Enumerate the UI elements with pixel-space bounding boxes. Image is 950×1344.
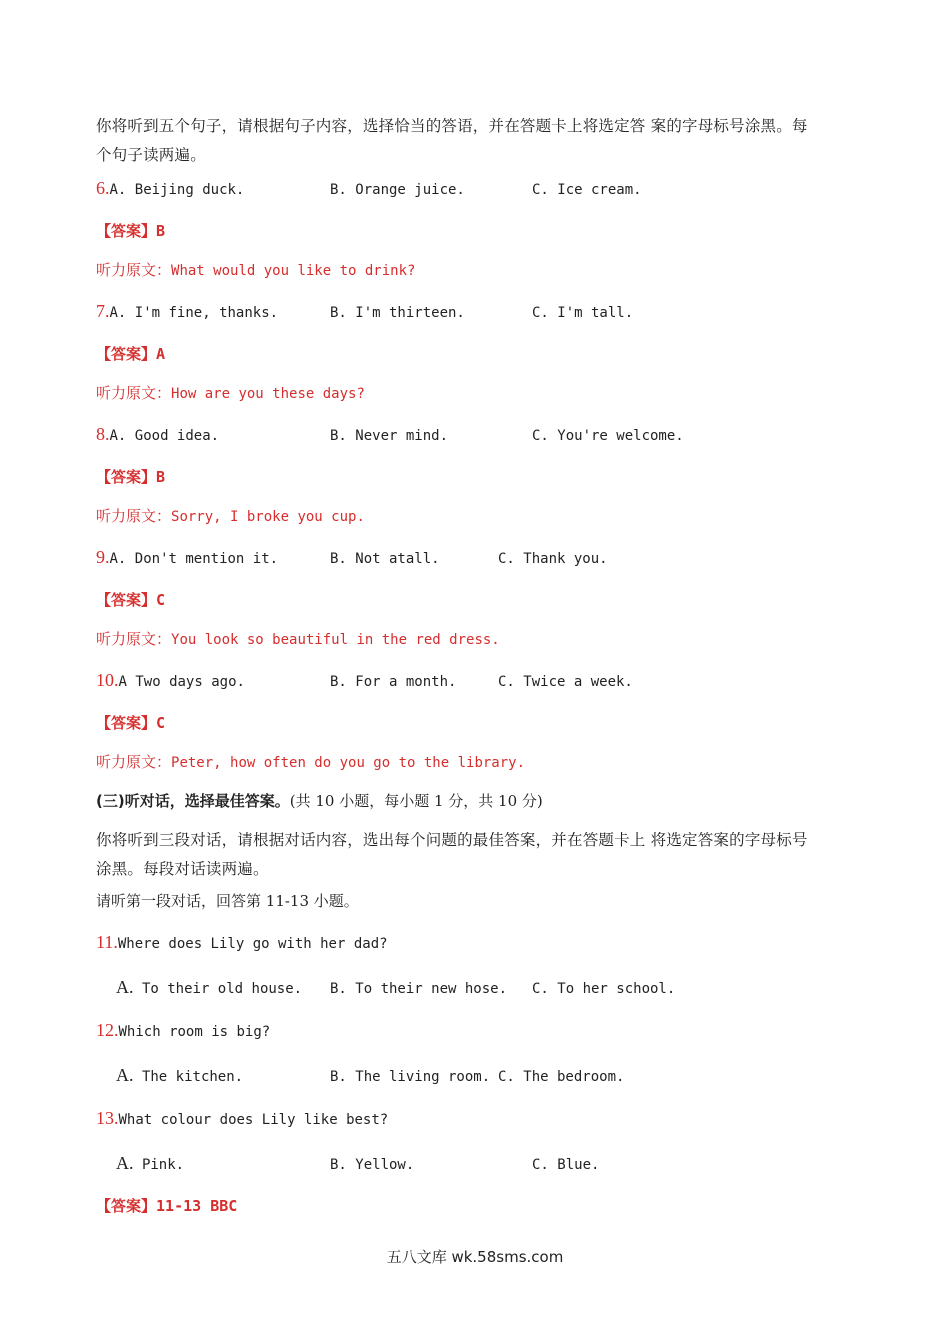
option-letter: A. [116, 1153, 134, 1173]
question-12-option-c: C. The bedroom. [498, 1069, 625, 1085]
option-a: A. Don't mention it. [109, 551, 279, 567]
question-number: 13. [96, 1108, 119, 1128]
question-7-option-b: B. I'm thirteen. [330, 305, 465, 321]
option-letter: A. [116, 977, 134, 997]
question-8-option-c: C. You're welcome. [532, 428, 684, 444]
question-6-option-c: C. Ice cream. [532, 182, 642, 198]
answer-value: 11-13 BBC [156, 1197, 238, 1215]
transcript-label: 听力原文： [96, 261, 172, 279]
option-text: Pink. [141, 1157, 185, 1173]
question-8 [96, 424, 219, 446]
question-number: 8. [96, 424, 110, 444]
answer-value: C [156, 714, 166, 732]
transcript-label: 听力原文： [96, 507, 172, 525]
question-number: 6. [96, 178, 110, 198]
option-a: A. Beijing duck. [109, 182, 245, 198]
question-8-answer [96, 467, 165, 487]
option-a: A. I'm fine, thanks. [109, 305, 279, 321]
answer-value: B [156, 468, 166, 486]
option-letter: A. [116, 1065, 134, 1085]
answer-value: C [156, 591, 166, 609]
question-8-option-b: B. Never mind. [330, 428, 449, 444]
instruction-line-2: 个句子读两遍。 [96, 146, 206, 164]
question-text: Which room is big? [118, 1024, 271, 1040]
instruction-line-1: 你将听到五个句子，请根据句子内容，选择恰当的答语，并在答题卡上将选定答 案的字母标号涂黑。每 [96, 117, 808, 135]
question-11 [96, 932, 388, 954]
question-13 [96, 1108, 388, 1130]
answer-label: 【答案】 [96, 591, 157, 609]
question-6-option-b: B. Orange juice. [330, 182, 465, 198]
section-score: (共 10 小题，每小题 1 分，共 10 分) [289, 792, 543, 810]
transcript-label: 听力原文： [96, 753, 172, 771]
question-9-option-c: C. Thank you. [498, 551, 608, 567]
question-10-transcript [96, 752, 525, 773]
question-11-option-b: B. To their new hose. [330, 981, 508, 997]
transcript-text: Sorry, I broke you cup. [171, 509, 365, 525]
question-12-option-b: B. The living room. [330, 1069, 491, 1085]
option-text: To their old house. [141, 981, 303, 997]
question-text: What colour does Lily like best? [118, 1112, 389, 1128]
question-6-answer [96, 221, 165, 241]
question-12-option-a [116, 1065, 243, 1087]
question-number: 12. [96, 1020, 119, 1040]
transcript-text: What would you like to drink? [171, 263, 416, 279]
question-7 [96, 301, 278, 323]
question-number: 7. [96, 301, 110, 321]
question-7-option-c: C. I'm tall. [532, 305, 634, 321]
transcript-label: 听力原文： [96, 630, 172, 648]
section-3-instruction-line-2: 涂黑。每段对话读两遍。 [96, 860, 269, 878]
transcript-text: You look so beautiful in the red dress. [171, 632, 500, 648]
question-10-answer [96, 713, 165, 733]
answer-value: B [156, 222, 166, 240]
question-10-option-b: B. For a month. [330, 674, 457, 690]
question-13-option-b: B. Yellow. [330, 1157, 415, 1173]
transcript-label: 听力原文： [96, 384, 172, 402]
option-text: The kitchen. [141, 1069, 244, 1085]
question-10-option-c: C. Twice a week. [498, 674, 633, 690]
answer-label: 【答案】 [96, 345, 157, 363]
question-11-option-a [116, 977, 302, 999]
question-6 [96, 178, 244, 200]
footer-watermark: 五八文库 wk.58sms.com [386, 1248, 564, 1266]
question-9-option-b: B. Not atall. [330, 551, 440, 567]
option-a: A. Good idea. [109, 428, 220, 444]
question-number: 9. [96, 547, 110, 567]
transcript-text: Peter, how often do you go to the library. [171, 755, 526, 771]
question-7-answer [96, 344, 165, 364]
option-a: A Two days ago. [118, 674, 245, 690]
question-13-option-c: C. Blue. [532, 1157, 600, 1173]
question-9-answer [96, 590, 165, 610]
answer-value: A [156, 345, 166, 363]
section-3-instruction-line-1: 你将听到三段对话，请根据对话内容，选出每个问题的最佳答案，并在答题卡上 将选定答案的字母标号 [96, 831, 808, 849]
question-number: 10. [96, 670, 119, 690]
question-13-option-a [116, 1153, 184, 1175]
dialog-answer [96, 1196, 237, 1216]
section-title: (三)听对话，选择最佳答案。 [96, 792, 290, 810]
answer-label: 【答案】 [96, 222, 157, 240]
question-11-option-c: C. To her school. [532, 981, 676, 997]
question-9-transcript [96, 629, 500, 650]
answer-label: 【答案】 [96, 1197, 157, 1215]
question-12 [96, 1020, 270, 1042]
question-7-transcript [96, 383, 365, 404]
question-number: 11. [96, 932, 118, 952]
answer-label: 【答案】 [96, 468, 157, 486]
question-9 [96, 547, 278, 569]
dialog-1-prompt: 请听第一段对话，回答第 11-13 小题。 [96, 892, 359, 910]
question-6-transcript [96, 260, 415, 281]
transcript-text: How are you these days? [171, 386, 365, 402]
question-text: Where does Lily go with her dad? [117, 936, 388, 952]
question-8-transcript [96, 506, 365, 527]
question-10 [96, 670, 245, 692]
section-3-heading [96, 791, 543, 811]
answer-label: 【答案】 [96, 714, 157, 732]
